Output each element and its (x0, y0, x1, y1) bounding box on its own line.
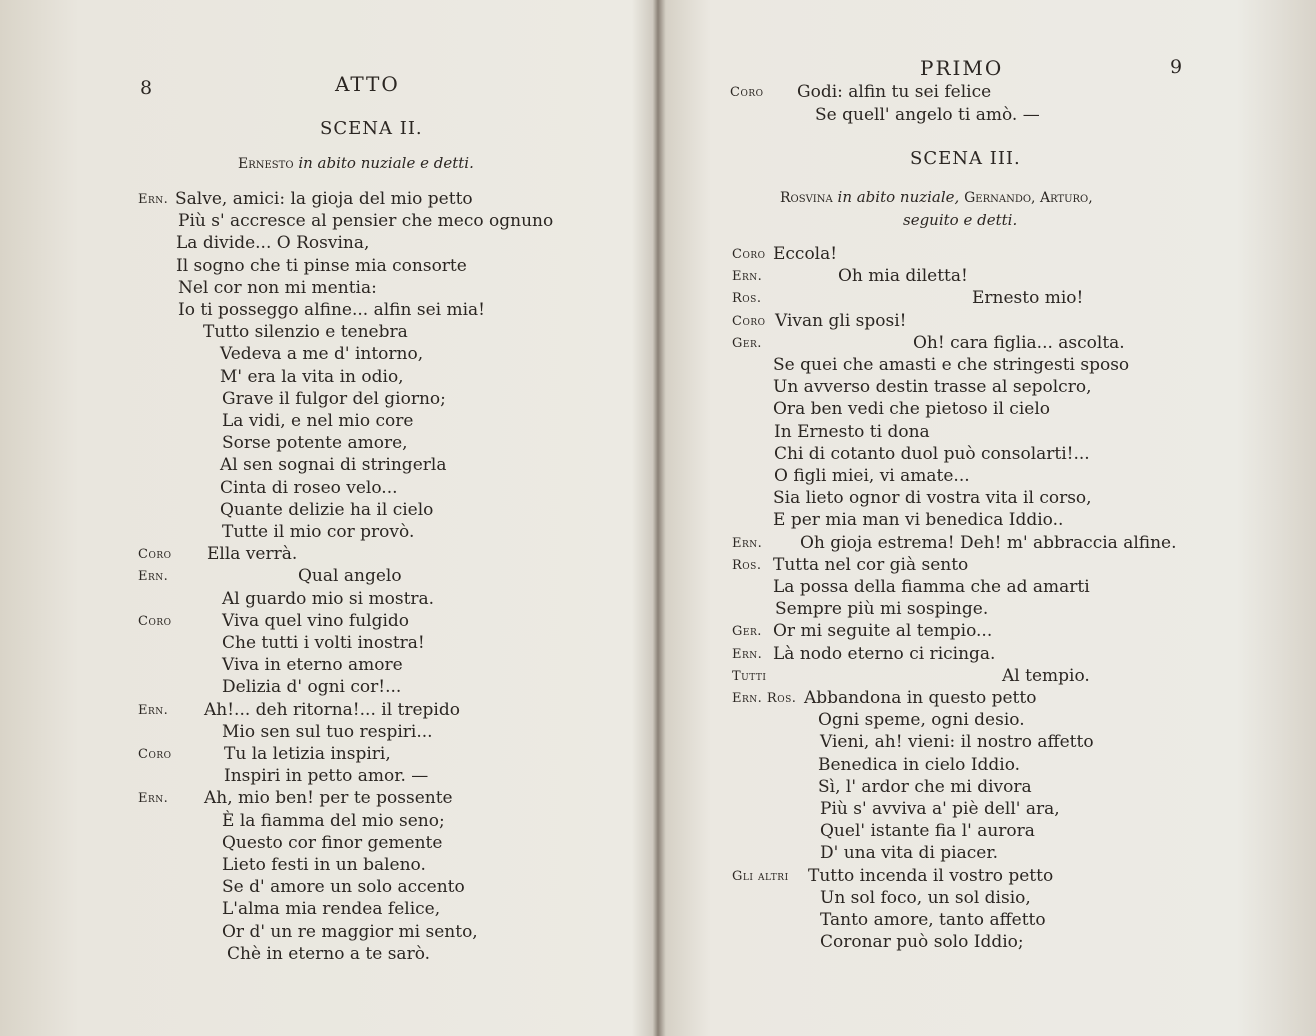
speaker-label: Gli altri (732, 868, 789, 884)
verse-line: Inspiri in petto amor. — (224, 766, 429, 787)
verse-line: Sorse potente amore, (222, 433, 408, 454)
verse-line: Là nodo eterno ci ricinga. (773, 643, 996, 664)
speaker-label: Coro (730, 85, 764, 100)
verse-line: Godi: alfin tu sei felice (797, 82, 992, 102)
verse-line: Ella verrà. (207, 544, 298, 565)
verse-line: Se quell' angelo ti amò. — (815, 105, 1040, 125)
verse-line: Delizia d' ogni cor!... (222, 677, 402, 698)
verse-line: Sì, l' ardor che mi divora (818, 776, 1032, 797)
verse-line: Salve, amici: la gioja del mio petto (175, 189, 473, 209)
speaker-label: Coro (732, 247, 766, 262)
speaker-label: Ger. (732, 624, 762, 640)
verse-line: Benedica in cielo Iddio. (818, 754, 1021, 775)
speaker-label: Coro (732, 313, 766, 329)
stage-direction-text: in abito nuziale e detti. (298, 154, 474, 172)
verse-line: Tu la letizia inspiri, (224, 744, 391, 764)
verse-line: M' era la vita in odio, (220, 366, 404, 387)
verse-line: Lieto festi in un baleno. (222, 855, 426, 875)
speaker-label: Coro (138, 613, 172, 629)
right-page (660, 0, 1316, 1036)
verse-line: Quel' istante fia l' aurora (820, 821, 1035, 842)
verse-line: Tanto amore, tanto affetto (820, 910, 1046, 930)
verse-line: È la fiamma del mio seno; (222, 810, 445, 831)
speaker-label: Ros. (732, 557, 762, 573)
verse-line: Oh mia diletta! (838, 266, 968, 287)
speaker-label: Ger. (732, 335, 762, 351)
verse-line: Abbandona in questo petto (804, 688, 1037, 708)
speaker-label: Ern. (138, 791, 169, 807)
verse-line: Un avverso destin trasse al sepolcro, (773, 377, 1092, 398)
verse-line: Ora ben vedi che pietoso il cielo (773, 399, 1050, 420)
page-number: 8 (140, 77, 153, 99)
verse-line: Più s' accresce al pensier che meco ognuno (178, 211, 554, 232)
verse-line: Ernesto mio! (972, 288, 1084, 309)
verse-line: Ogni speme, ogni desio. (818, 710, 1025, 731)
verse-line: Tutta nel cor già sento (773, 554, 969, 575)
verse-line: Cinta di roseo velo... (220, 477, 398, 498)
verse-line: Or d' un re maggior mi sento, (222, 921, 478, 942)
speaker-label: Ros. (732, 291, 762, 307)
verse-line: Al guardo mio si mostra. (222, 588, 435, 609)
verse-line: Or mi seguite al tempio... (773, 621, 993, 642)
verse-line: Vieni, ah! vieni: il nostro affetto (820, 732, 1094, 753)
verse-line: Eccola! (773, 244, 838, 264)
speaker-label: Ern. (732, 646, 763, 662)
stage-direction-line-2: seguito e detti. (903, 211, 1018, 229)
verse-line: Sia lieto ognor di vostra vita il corso, (773, 488, 1092, 509)
scene-title: SCENA III. (910, 148, 1021, 169)
verse-line: Oh gioja estrema! Deh! m' abbraccia alfine. (800, 532, 1177, 553)
stage-direction (238, 154, 474, 172)
scene-title: SCENA II. (320, 118, 423, 139)
verse-line: Vedeva a me d' intorno, (220, 344, 424, 365)
speaker-label: Ern. Ros. (732, 691, 797, 706)
speaker-label: Coro (138, 747, 172, 762)
speaker-label: Ern. (732, 269, 763, 285)
verse-line: Ah, mio ben! per te possente (204, 788, 453, 809)
verse-line: Un sol foco, un sol disio, (820, 887, 1031, 908)
verse-line: Nel cor non mi mentia: (178, 277, 377, 298)
verse-line: Al sen sognai di stringerla (220, 455, 447, 476)
verse-line: Viva in eterno amore (222, 655, 403, 676)
verse-line: Chi di cotanto duol può consolarti!... (774, 443, 1090, 464)
verse-line: O figli miei, vi amate... (774, 466, 970, 486)
verse-line: Se d' amore un solo accento (222, 877, 465, 898)
verse-line: La vidi, e nel mio core (222, 411, 414, 431)
speaker-label: Tutti (732, 668, 767, 684)
verse-line: Quante delizie ha il cielo (220, 499, 434, 520)
verse-line: In Ernesto ti dona (774, 421, 930, 442)
stage-direction-speaker: Rosvina (780, 190, 833, 206)
verse-line: Più s' avviva a' piè dell' ara, (820, 799, 1060, 819)
speaker-label: Ern. (138, 702, 169, 718)
verse-line: Il sogno che ti pinse mia consorte (176, 255, 467, 276)
verse-line: Chè in eterno a te sarò. (227, 943, 431, 964)
running-head: PRIMO (920, 56, 1004, 80)
verse-line: Tutto incenda il vostro petto (808, 865, 1054, 886)
speaker-label: Ern. (138, 569, 169, 585)
verse-line: D' una vita di piacer. (820, 843, 998, 864)
running-head: ATTO (335, 72, 400, 96)
verse-line: Tutte il mio cor provò. (222, 522, 415, 542)
verse-line: Io ti posseggo alfine... alfin sei mia! (178, 300, 486, 320)
speaker-label: Ern. (138, 192, 169, 207)
stage-direction-speaker: Ernesto (238, 156, 294, 172)
verse-line: Vivan gli sposi! (775, 310, 907, 331)
verse-line: La possa della fiamma che ad amarti (773, 577, 1090, 597)
page-number: 9 (1170, 56, 1183, 78)
verse-line: Viva quel vino fulgido (222, 610, 410, 631)
verse-line: Grave il fulgor del giorno; (222, 388, 446, 409)
left-page (0, 0, 656, 1036)
verse-line: Che tutti i volti inostra! (222, 633, 425, 653)
verse-line: La divide... O Rosvina, (176, 233, 370, 254)
verse-line: Coronar può solo Iddio; (820, 932, 1024, 953)
verse-line: L'alma mia rendea felice, (222, 899, 441, 920)
speaker-label: Ern. (732, 535, 763, 551)
verse-line: Questo cor finor gemente (222, 832, 443, 853)
verse-line: Oh! cara figlia... ascolta. (913, 332, 1125, 353)
verse-line: Se quei che amasti e che stringesti sposo (773, 355, 1130, 375)
stage-direction-line-1 (780, 188, 1093, 206)
verse-line: Sempre più mi sospinge. (775, 599, 989, 620)
stage-direction-text: in abito nuziale, (837, 188, 960, 206)
verse-line: E per mia man vi benedica Iddio.. (773, 510, 1064, 531)
verse-line: Al tempio. (1002, 665, 1090, 686)
verse-line: Ah!... deh ritorna!... il trepido (204, 699, 460, 720)
verse-line: Tutto silenzio e tenebra (203, 322, 408, 343)
verse-line: Mio sen sul tuo respiri... (222, 721, 433, 742)
speaker-label: Coro (138, 547, 172, 563)
stage-direction-speaker: Gernando, Arturo, (964, 190, 1093, 206)
verse-line: Qual angelo (298, 566, 402, 587)
